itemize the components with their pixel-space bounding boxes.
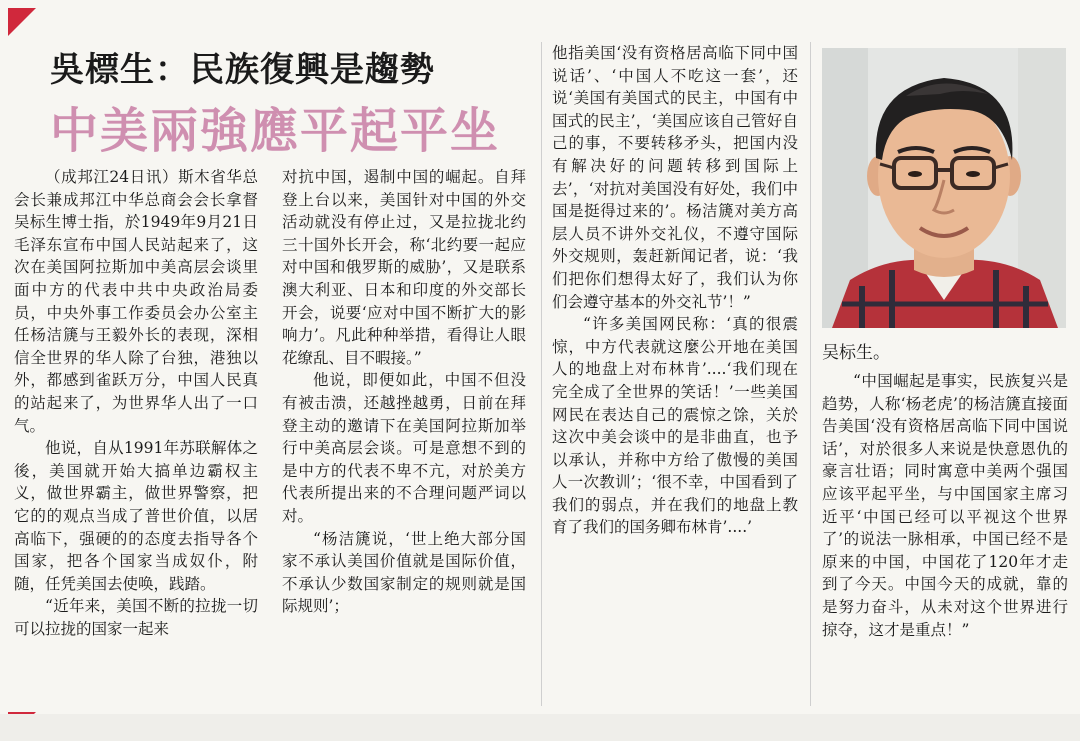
paragraph: 对抗中国，遏制中国的崛起。自拜登上台以来，美国针对中国的外交活动就没有停止过，又是拉拢北约三十国外长开会，称‘北约要一起应对中国和俄罗斯的威胁’，又是联系澳大利亚、日本和印度的外交部长开会，说要‘应对中国不断扩大的影响力’。凡此种种举措，看得让人眼花缭乱、目不暇接。” xyxy=(282,168,526,367)
article-column-2 xyxy=(282,166,526,706)
article-column-4 xyxy=(822,370,1068,706)
paragraph: 他说，自从1991年苏联解体之後，美国就开始大搞单边霸权主义，做世界霸主，做世界警察，把它的的观点当成了普世价值，以居高临下，强硬的的态度去指导各个国家，把各个国家当成奴仆，附随，任凭美国去使唤，践踏。 xyxy=(14,439,258,593)
corner-marker-top xyxy=(8,8,36,36)
photo-caption: 吴标生。 xyxy=(822,343,890,363)
paragraph: 他说，即便如此，中国不但没有被击溃，还越挫越勇，日前在拜登主动的邀请下在美国阿拉斯加举行中美高层会谈。可是意想不到的是中方的代表不卑不亢，对於美方代表所提出来的不合理问题严词以对。 xyxy=(282,371,526,525)
column-divider xyxy=(810,42,811,706)
column-divider xyxy=(541,42,542,706)
paragraph: 他指美国‘没有资格居高临下同中国说话’、‘中国人不吃这一套’，还说‘美国有美国式的民主，中国有中国式的民主’，‘美国应该自己管好自己的事，不要转移矛头，把国内没有解决好的问题转移到国际上去’，‘对抗对美国没有好处，我们中国是挺得过来的’。杨洁篪对美方高层人员不讲外交礼仪，不遵守国际外交规则，轰赶新闻记者，说：‘我们把你们想得太好了，我们认为你们会遵守基本的外交礼节’！” xyxy=(552,44,798,311)
paragraph: “中国崛起是事实，民族复兴是趋势，人称‘杨老虎’的杨洁篪直接面告美国‘没有资格居高临下同中国说话’，对於很多人来说是快意恩仇的豪言壮语；同时寓意中美两个强国应该平起平坐，与中国国家主席习近平‘中国已经可以平视这个世界了’的说法一脉相承，中国已经不是原来的中国，中国花了120年才走到了今天。中国今天的成就，靠的是努力奋斗，从未对这个世界进行掠夺，这才是重点！” xyxy=(822,372,1068,639)
article-column-3 xyxy=(552,42,798,706)
paragraph: “许多美国网民称：‘真的很震惊，中方代表就这麼公开地在美国人的地盘上对布林肯’....‘我们现在完全成了全世界的笑话！’一些美国网民在表达自己的震惊之馀，关於这次中美会谈中的是非曲直，也予以承认，并称中方给了傲慢的美国人一次教训’；‘很不幸，中国看到了我们的弱点，并在我们的地盘上教育了我们的国务卿布林肯’....’ xyxy=(552,315,798,537)
article-column-1 xyxy=(14,166,258,706)
next-page-strip xyxy=(0,714,1080,741)
paragraph: “杨洁篪说，‘世上绝大部分国家不承认美国价值就是国际价值，不承认少数国家制定的规则就是国际规则’； xyxy=(282,529,526,616)
headline-title: 吳標生：民族復興是趨勢 xyxy=(50,50,435,90)
paragraph: （成邦江24日讯）斯木省华总会长兼成邦江中华总商会会长拿督吴标生博士指，於1949年9月21日毛泽东宣布中国人民站起来了，这次在美国阿拉斯加中美高层会谈里面中方的代表中共中央政治局委员，中央外事工作委员会办公室主任杨洁篪与王毅外长的表现，深相信全世界的华人除了台独，港独以外，都感到雀跃万分，中国人民真的站起来了，为世界华人出了一口气。 xyxy=(14,168,258,435)
paragraph: “近年来，美国不断的拉拢一切可以拉拢的国家一起来 xyxy=(14,597,258,638)
portrait-photo xyxy=(822,48,1066,328)
headline-subtitle: 中美兩強應平起平坐 xyxy=(50,103,501,159)
portrait-illustration xyxy=(822,48,1066,328)
